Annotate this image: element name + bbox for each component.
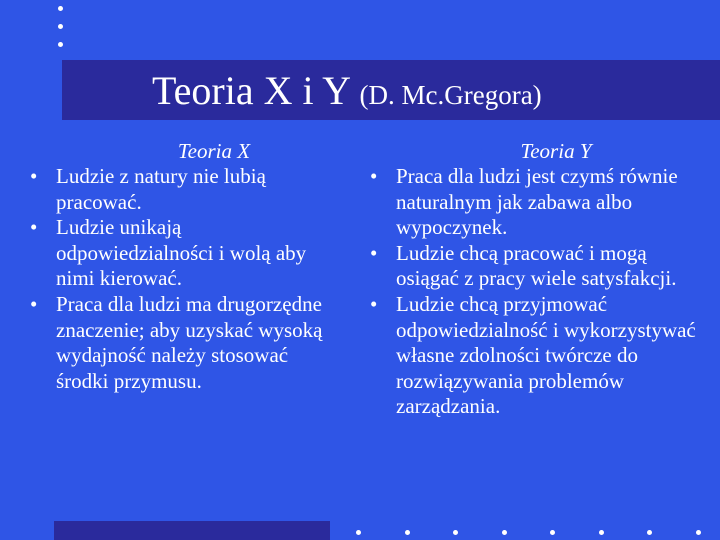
dot [550, 530, 555, 535]
list-item: • Ludzie chcą przyjmować odpowiedzialność i wykorzystywać własne zdolności twórcze do rozwiązywania problemów zarządzania. [370, 292, 696, 420]
title-main: Teoria X i Y [152, 68, 350, 113]
bottom-bar [54, 521, 330, 540]
dot [405, 530, 410, 535]
list-item: • Ludzie unikają odpowiedzialności i wolą aby nimi kierować. [30, 215, 330, 292]
theory-y-column [370, 138, 696, 420]
list-item: • Praca dla ludzi ma drugorzędne znaczenie; aby uzyskać wysoką wydajność należy stosować środki przymusu. [30, 292, 330, 394]
theory-x-column [30, 138, 330, 394]
dot [356, 530, 361, 535]
theory-y-list [370, 164, 696, 420]
dot [58, 6, 63, 11]
list-item: • Praca dla ludzi jest czymś równie naturalnym jak zabawa albo wypoczynek. [370, 164, 696, 241]
dot [647, 530, 652, 535]
dot [502, 530, 507, 535]
theory-x-list [30, 164, 330, 394]
slide-title [152, 66, 542, 120]
theory-y-heading: Teoria Y [520, 139, 592, 163]
dot [58, 42, 63, 47]
dot [58, 24, 63, 29]
title-subtitle: (D. Mc.Gregora) [359, 80, 542, 110]
dot [453, 530, 458, 535]
dot [599, 530, 604, 535]
decorative-dots-vertical [58, 6, 63, 60]
theory-x-heading: Teoria X [177, 139, 251, 163]
list-item: • Ludzie z natury nie lubią pracować. [30, 164, 330, 215]
dot [696, 530, 701, 535]
list-item: • Ludzie chcą pracować i mogą osiągać z pracy wiele satysfakcji. [370, 241, 696, 292]
